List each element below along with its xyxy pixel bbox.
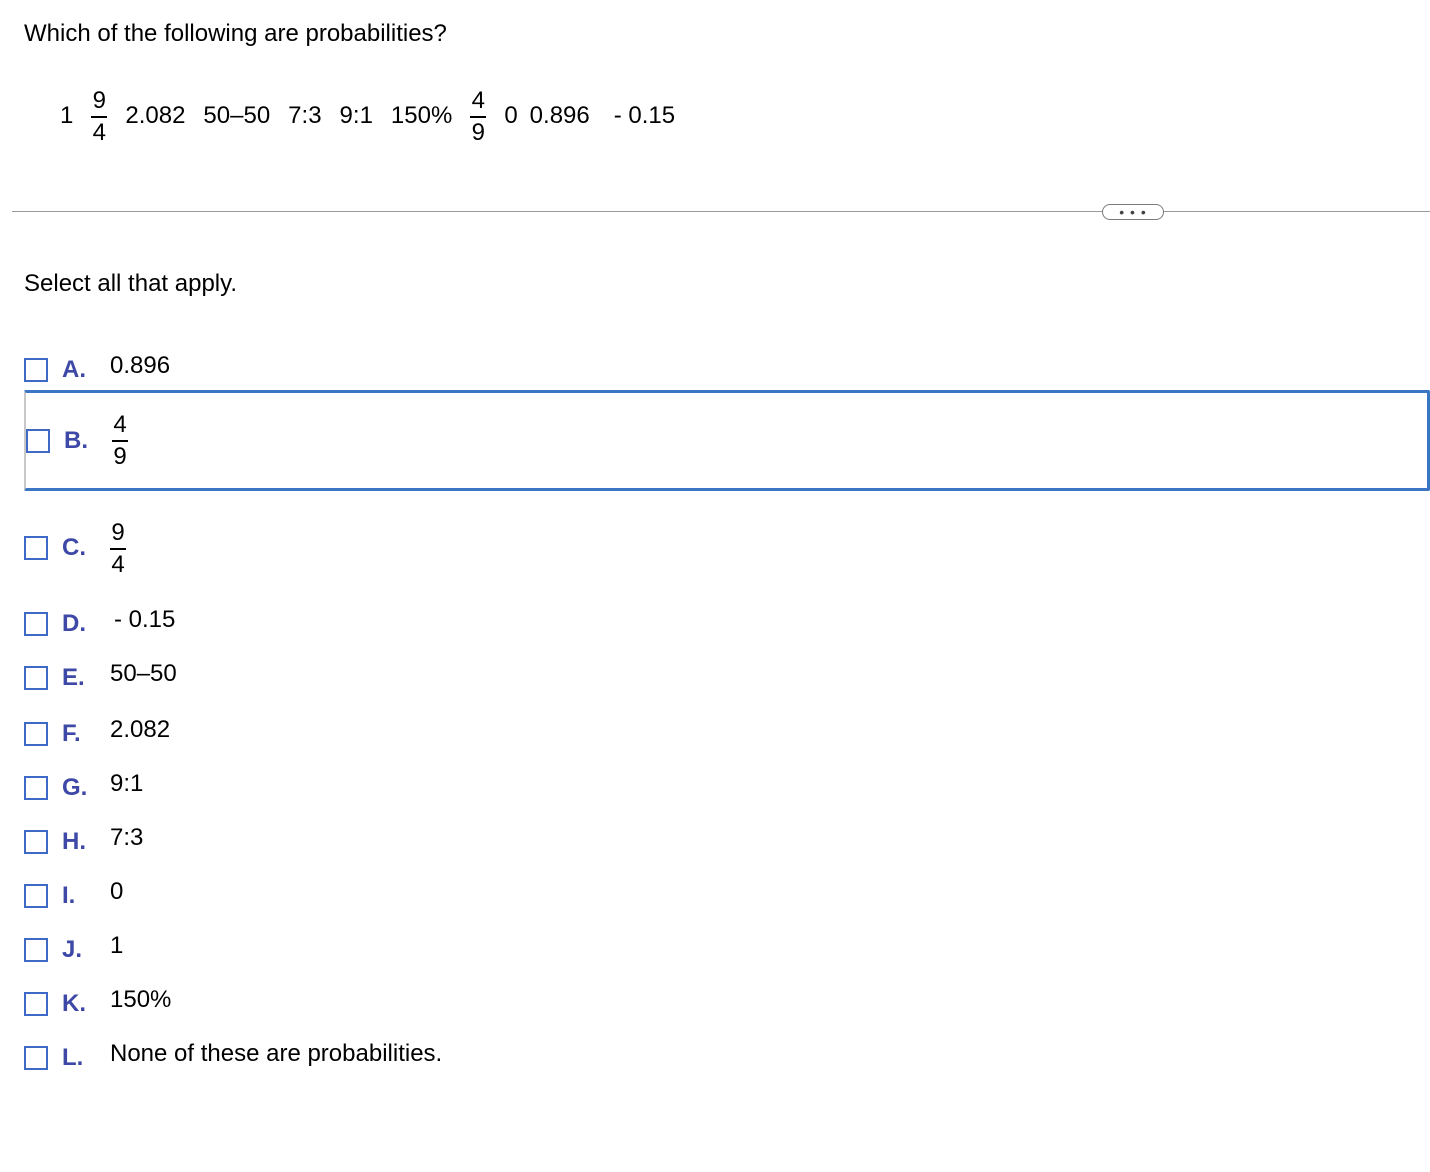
option-letter: K. — [62, 990, 86, 1017]
section-divider — [12, 211, 1430, 212]
option-i[interactable] — [24, 878, 1430, 914]
option-h[interactable] — [24, 824, 1430, 860]
checkbox-h[interactable] — [24, 830, 48, 854]
option-c[interactable] — [24, 500, 1430, 596]
given-value: 150% — [390, 102, 453, 129]
question-text: Which of the following are probabilities? — [24, 20, 447, 47]
fraction-bar — [470, 116, 486, 118]
fraction-denominator: 9 — [471, 118, 485, 146]
option-l[interactable] — [24, 1040, 1430, 1076]
option-value: 0.896 — [110, 352, 171, 379]
option-value: 50–50 — [110, 660, 177, 687]
option-value: 150% — [110, 986, 172, 1013]
checkbox-k[interactable] — [24, 992, 48, 1016]
given-value: - 0.15 — [613, 102, 676, 129]
given-value: 0.896 — [529, 102, 590, 129]
option-fraction — [110, 519, 126, 578]
option-d[interactable] — [24, 606, 1430, 642]
checkbox-a[interactable] — [24, 358, 48, 382]
option-letter: I. — [62, 882, 76, 909]
option-letter: L. — [62, 1044, 84, 1071]
option-a[interactable] — [24, 352, 1430, 388]
option-value: None of these are probabilities. — [110, 1040, 443, 1067]
checkbox-i[interactable] — [24, 884, 48, 908]
option-letter: G. — [62, 774, 88, 801]
checkbox-j[interactable] — [24, 938, 48, 962]
fraction-bar — [112, 440, 128, 442]
option-f[interactable] — [24, 716, 1430, 752]
option-letter: A. — [62, 356, 86, 383]
fraction-numerator: 9 — [92, 86, 107, 114]
given-value: 1 — [60, 102, 74, 129]
option-letter: J. — [62, 936, 83, 963]
given-value: 50–50 — [203, 102, 271, 129]
instruction-text: Select all that apply. — [24, 270, 238, 297]
fraction-denominator: 4 — [111, 550, 125, 578]
option-value: 7:3 — [110, 824, 144, 851]
option-letter: D. — [62, 610, 86, 637]
option-letter: E. — [62, 664, 85, 691]
fraction-numerator: 9 — [111, 518, 125, 546]
given-fraction — [91, 87, 107, 146]
fraction-numerator: 4 — [471, 86, 485, 114]
option-b[interactable] — [24, 390, 1430, 491]
checkbox-e[interactable] — [24, 666, 48, 690]
option-value: 2.082 — [110, 716, 171, 743]
given-values — [60, 80, 693, 152]
given-fraction — [470, 87, 486, 146]
checkbox-b[interactable] — [26, 429, 50, 453]
option-value: 1 — [110, 932, 124, 959]
more-options-button[interactable]: • • • — [1102, 204, 1164, 220]
fraction-denominator: 4 — [92, 118, 107, 146]
given-value: 7:3 — [288, 102, 322, 129]
checkbox-c[interactable] — [24, 536, 48, 560]
fraction-bar — [91, 116, 107, 118]
option-value: - 0.15 — [114, 606, 176, 633]
option-g[interactable] — [24, 770, 1430, 806]
checkbox-d[interactable] — [24, 612, 48, 636]
checkbox-l[interactable] — [24, 1046, 48, 1070]
option-fraction — [112, 411, 128, 470]
checkbox-g[interactable] — [24, 776, 48, 800]
option-value: 0 — [110, 878, 124, 905]
option-e[interactable] — [24, 660, 1430, 696]
given-value: 9:1 — [339, 102, 373, 129]
fraction-denominator: 9 — [113, 443, 127, 470]
option-letter: H. — [62, 828, 86, 855]
option-value: 9:1 — [110, 770, 144, 797]
given-value: 2.082 — [125, 102, 186, 129]
given-value: 0 — [504, 102, 518, 129]
option-letter: B. — [64, 426, 88, 454]
option-k[interactable] — [24, 986, 1430, 1022]
checkbox-f[interactable] — [24, 722, 48, 746]
fraction-numerator: 4 — [113, 411, 127, 438]
option-letter: C. — [62, 534, 86, 561]
option-letter: F. — [62, 720, 81, 747]
fraction-bar — [110, 548, 126, 550]
option-j[interactable] — [24, 932, 1430, 968]
